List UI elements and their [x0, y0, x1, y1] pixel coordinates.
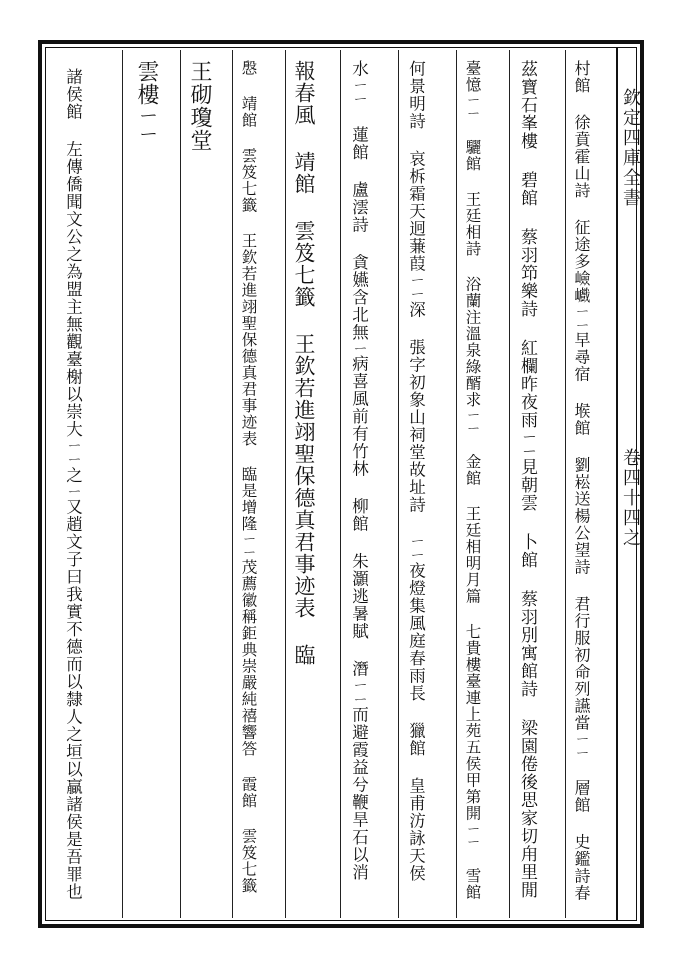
text-column-8: 王砌瓊堂 — [187, 60, 212, 152]
text-column-1: 村館 徐賁霍山詩 征途多嶮巇ㄧㄧ早尋宿 堠館 劉崧送楊公望詩 君行服初命列讌當ㄧㄧ 層館 史鑑詩春 — [572, 60, 591, 902]
column-rule — [456, 50, 457, 918]
text-column-4: 何景明詩 哀柝霜天迥蒹葭ㄧㄧ深 張字初象山祠堂故址詩 ㄧㄧ夜燈集風庭春雨長 獵館 皇甫汸詠天侯 — [406, 60, 426, 882]
column-rule — [285, 50, 286, 918]
column-rule — [340, 50, 341, 918]
text-column-10: 諸侯館 左傳僑聞文公之為盟主無觀臺榭以崇大ㄧㄧ之ㄧ又趙文子曰我實不德而以隸人之垣以贏諸侯是吾罪也 — [63, 68, 83, 901]
column-rule — [398, 50, 399, 918]
column-rule — [565, 50, 566, 918]
text-column-9: 雲樓ㄧㄧ — [134, 60, 159, 144]
volume-label: 卷四十四之 — [620, 448, 641, 548]
side-strip — [618, 48, 644, 920]
column-rule — [509, 50, 510, 918]
text-column-5: 水ㄧㄧ 蓮館 盧澐詩 貪嬿含北無ㄧ病喜風前有竹林 柳館 朱灝逃暑賦 潛ㄧㄧ而避霞益兮鞭旱石以消 — [349, 60, 369, 881]
text-column-6: 報春風 靖館 雲笈七籤 王欽若進翊聖保德真君事迹表 臨 — [292, 60, 316, 666]
column-rule — [232, 50, 233, 918]
text-column-3: 臺憶ㄧㄧ 驪館 王廷相詩 浴蘭注溫泉綠醑求ㄧㄧ 金館 王廷相明月篇 七貴樓臺連上苑五侯甲第開ㄧㄧ 雪館 — [463, 60, 482, 901]
book-title: 欽定四庫全書 — [620, 88, 641, 208]
page-frame-inner — [45, 47, 641, 921]
column-rule — [122, 50, 123, 918]
text-column-7: 慇 靖館 雲笈七籤 王欽若進翊聖保德真君事迹表 臨是增隆ㄧㄧ茂薦徽稱鉅典崇嚴純禧響答 霞館 雲笈七籤 — [239, 60, 258, 894]
column-rule — [180, 50, 181, 918]
text-column-2: 茲寶石峯樓 碧館 蔡羽笻樂詩 紅欄昨夜雨ㄧㄧ見朝雲 卜館 蔡羽別寓館詩 梁園倦後思家切甪里閒 — [517, 60, 537, 900]
